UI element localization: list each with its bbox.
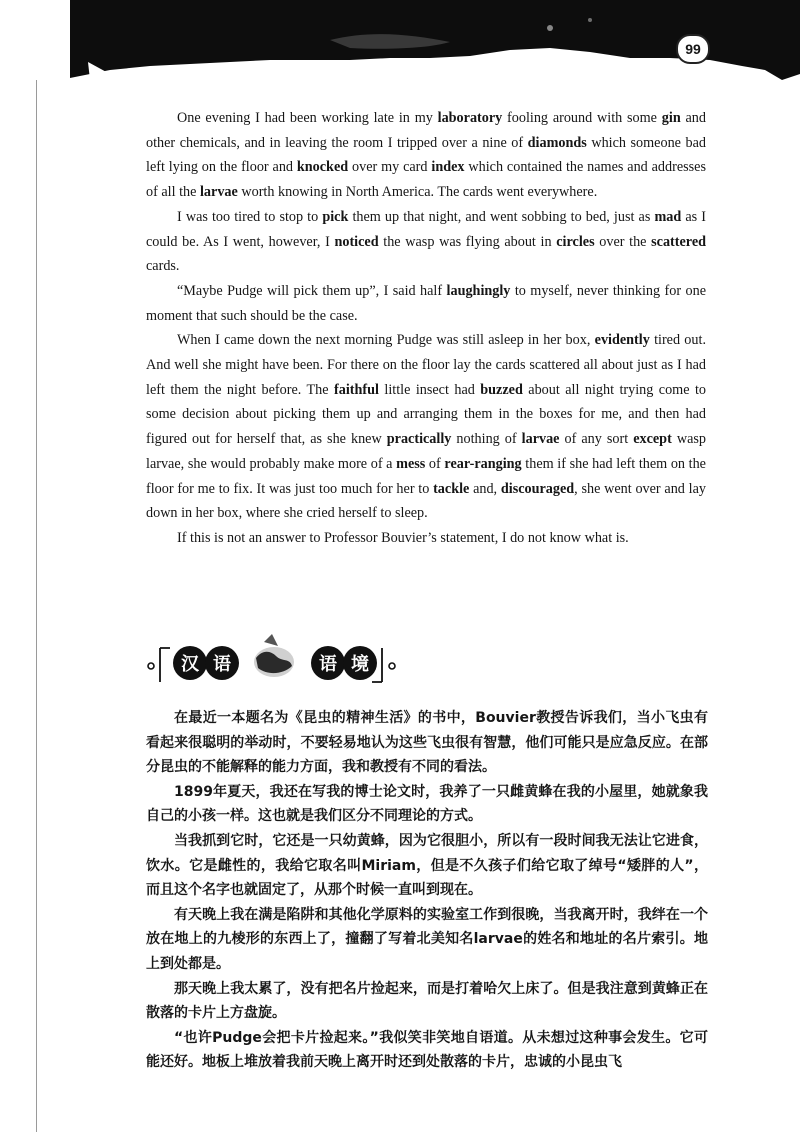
vocab-word: rear-ranging [444, 455, 522, 472]
zh-paragraph: 那天晚上我太累了，没有把名片捡起来，而是打着哈欠上床了。但是我注意到黄蜂正在散落的卡片上方盘旋。 [146, 980, 708, 1022]
en-paragraph [146, 106, 706, 205]
text-run: If this is not an answer to Professor Bouvier’s statement, I do not know what is. [177, 529, 629, 546]
vocab-word: larvae [199, 184, 238, 201]
vocab-word: evidently [594, 332, 650, 349]
section-char-yu-2: 语 [319, 654, 337, 675]
text-run: fooling around with some [502, 110, 662, 126]
text-run: over my card [348, 159, 432, 176]
vocab-word: scattered [651, 233, 707, 250]
vocab-word: laughingly [446, 282, 511, 299]
page-number: 99 [676, 34, 710, 64]
vocab-word: pick [322, 208, 349, 225]
vocab-word: noticed [334, 233, 379, 250]
vocab-word: index [431, 159, 465, 176]
text-run: the wasp was flying about in [378, 233, 557, 250]
section-char-jing: 境 [351, 654, 369, 675]
text-run: little insect had [378, 381, 481, 398]
vocab-word: knocked [296, 159, 349, 176]
en-paragraph [146, 279, 706, 328]
text-run: , she went over and lay down in her box, where she cried herself to sleep. [146, 480, 706, 522]
vocab-word: practically [386, 431, 452, 448]
text-run: as I could be. As I went, however, I [146, 208, 707, 250]
text-run: of any sort [559, 431, 634, 448]
vocab-word: tackle [433, 480, 470, 497]
text-run: I was too tired to stop to [177, 208, 323, 225]
text-run: nothing of [451, 431, 522, 448]
section-char-han: 汉 [181, 654, 199, 675]
text-run: them if she had left them on the floor for me to fix. It was just too much for her to [146, 455, 706, 497]
vocab-word: larvae [521, 431, 560, 448]
zh-paragraph: 在最近一本题名为《昆虫的精神生活》的书中，Bouvier教授告诉我们，当小飞虫有看起来很聪明的举动时，不要轻易地认为这些飞虫很有智慧，他们可能只是应急反应。在部分昆虫的不能解释的能力方面，我和教授有不同的看法。 [146, 710, 708, 776]
text-run: tired out. And well she might have been. For there on the floor lay the cards scattered all about just as I had left them the night before. The [146, 332, 706, 398]
text-run: One evening I had been working late in my [177, 110, 438, 126]
globe-icon [254, 634, 294, 677]
en-paragraph [146, 526, 706, 551]
en-paragraph [146, 205, 706, 279]
zh-paragraph: 有天晚上我在满是陷阱和其他化学原料的实验室工作到很晚，当我离开时，我绊在一个放在地上的九棱形的东西上了，撞翻了写着北美知名larvae的姓名和地址的名片索引。地上到处都是。 [146, 906, 708, 972]
text-run: over the [594, 233, 652, 250]
vocab-word: mad [654, 208, 682, 225]
vocab-word: discouraged [500, 480, 575, 497]
text-run: about all night trying come to some decision about picking them up and arranging them in the boxes for me, and then had figured out for herself that, as she knew [146, 381, 706, 448]
vocab-word: buzzed [480, 381, 523, 398]
vocab-word: faithful [334, 381, 379, 398]
section-header-chinese-context [146, 628, 446, 690]
vocab-word: diamonds [527, 134, 587, 151]
vocab-word: mess [396, 455, 426, 472]
text-run: and, [469, 480, 501, 497]
text-run: worth knowing in North America. The cards went everywhere. [237, 184, 598, 201]
vocab-word: laboratory [437, 110, 503, 126]
text-run: and other chemicals, and in leaving the room I tripped over a nine of [146, 110, 706, 151]
text-run: to myself, never thinking for one moment that such should be the case. [146, 282, 706, 324]
english-passage [146, 106, 706, 551]
text-run: of [425, 455, 445, 472]
chinese-translation [146, 706, 708, 1075]
en-paragraph [146, 328, 706, 526]
vocab-word: except [633, 431, 672, 448]
section-char-yu: 语 [213, 654, 231, 675]
zh-paragraph: “也许Pudge会把卡片捡起来。”我似笑非笑地自语道。从未想过这种事会发生。它可能还好。地板上堆放着我前天晚上离开时还到处散落的卡片，忠诚的小昆虫飞 [146, 1029, 708, 1071]
text-run: which someone bad left lying on the floor and [146, 134, 706, 176]
text-run: wasp larvae, she would probably make more of a [146, 431, 706, 472]
text-run: When I came down the next morning Pudge was still asleep in her box, [177, 332, 595, 349]
vocab-word: gin [661, 110, 681, 126]
vocab-word: circles [556, 233, 595, 250]
text-run: cards. [146, 258, 180, 275]
zh-paragraph: 1899年夏天，我还在写我的博士论文时，我养了一只雌黄蜂在我的小屋里，她就象我自己的小孩一样。这也就是我们区分不同理论的方式。 [146, 783, 708, 825]
text-run: them up that night, and went sobbing to bed, just as [348, 208, 655, 225]
text-run: which contained the names and addresses of all the [146, 159, 706, 201]
zh-paragraph: 当我抓到它时，它还是一只幼黄蜂，因为它很胆小，所以有一段时间我无法让它进食，饮水。它是雌性的，我给它取名叫Miriam，但是不久孩子们给它取了绰号“矮胖的人”，而且这个名字也就固定了，从那个时候一直叫到现在。 [146, 832, 708, 899]
text-run: “Maybe Pudge will pick them up”, I said half [177, 282, 447, 299]
page-gutter-line [36, 80, 37, 1132]
